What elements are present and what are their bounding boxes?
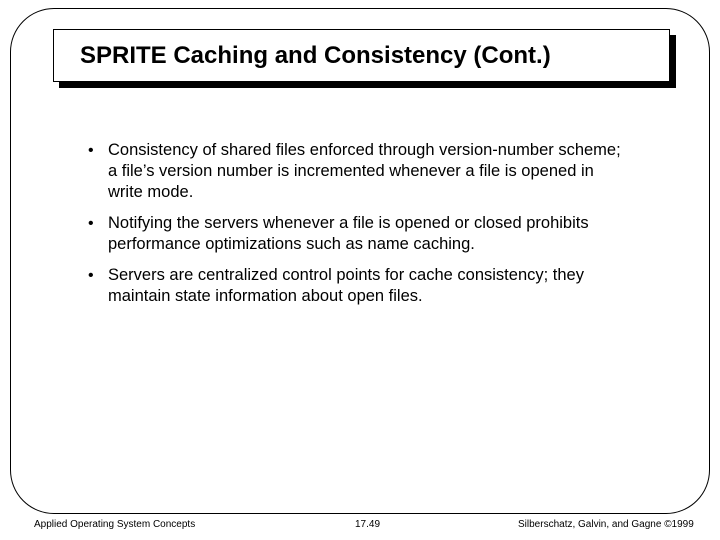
bullet-icon: • (88, 267, 94, 284)
bullet-icon: • (88, 142, 94, 159)
bullet-item (88, 213, 628, 255)
bullet-text: Notifying the servers whenever a file is opened or closed prohibits performance optimizations such as name caching. (108, 214, 589, 253)
footer-copyright: Silberschatz, Galvin, and Gagne ©1999 (518, 519, 694, 530)
bullet-text: Servers are centralized control points for cache consistency; they maintain state information about open files. (108, 266, 584, 305)
bullet-icon: • (88, 215, 94, 232)
bullet-text: Consistency of shared files enforced through version-number scheme; a file’s version number is incremented whenever a file is opened in write mode. (108, 141, 621, 201)
footer-page-number: 17.49 (355, 519, 381, 530)
title-box (53, 29, 670, 82)
slide-title: SPRITE Caching and Consistency (Cont.) (80, 42, 551, 69)
footer-course-title: Applied Operating System Concepts (34, 519, 196, 530)
bullet-list (88, 140, 628, 317)
bullet-item (88, 140, 628, 203)
bullet-item (88, 265, 628, 307)
